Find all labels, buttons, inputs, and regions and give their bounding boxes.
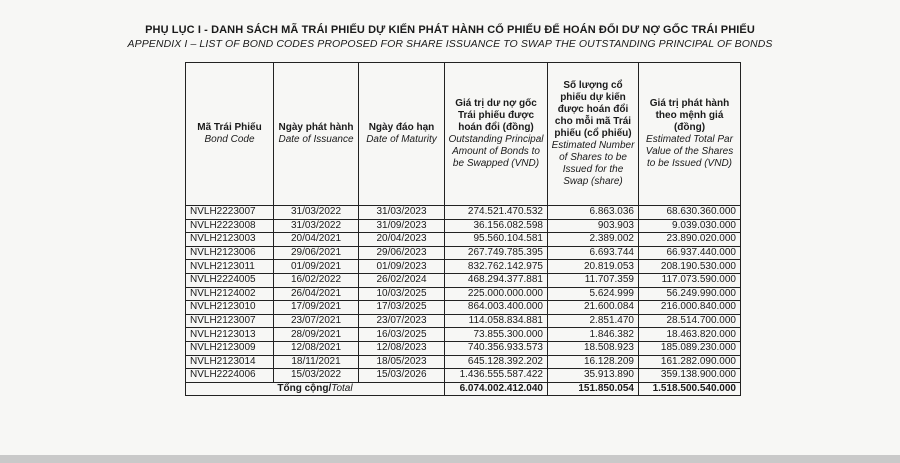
column-header-vi: Ngày đáo hạn [368, 122, 435, 133]
maturity-date-cell: 16/03/2025 [359, 328, 445, 342]
issuance-date-cell: 23/07/2021 [274, 314, 359, 328]
shares-cell: 6.693.744 [548, 246, 639, 260]
column-header-en: Estimated Number of Shares to be Issued for the Swap (share) [551, 140, 635, 187]
principal-cell: 225.000.000.000 [445, 287, 548, 301]
page-title: PHỤ LỤC I - DANH SÁCH MÃ TRÁI PHIẾU DỰ KIẾN PHÁT HÀNH CỔ PHIẾU ĐỂ HOÁN ĐỔI DƯ NỢ GỐC TRÁI PHIẾU [145, 24, 755, 36]
column-header-vi: Mã Trái Phiếu [197, 122, 262, 133]
issuance-date-cell: 12/08/2021 [274, 341, 359, 355]
bond-code-cell: NVLH2123010 [186, 301, 274, 315]
principal-cell: 740.356.933.573 [445, 341, 548, 355]
table-body [186, 206, 741, 383]
column-header-bond-code [186, 63, 274, 206]
par-value-cell: 23.890.020.000 [639, 233, 741, 247]
table-header-row [186, 63, 741, 206]
par-value-cell: 66.937.440.000 [639, 246, 741, 260]
table-row [186, 219, 741, 233]
total-principal: 6.074.002.412.040 [445, 382, 548, 396]
shares-cell: 20.819.053 [548, 260, 639, 274]
maturity-date-cell: 10/03/2025 [359, 287, 445, 301]
issuance-date-cell: 15/03/2022 [274, 369, 359, 383]
par-value-cell: 28.514.700.000 [639, 314, 741, 328]
issuance-date-cell: 18/11/2021 [274, 355, 359, 369]
principal-cell: 114.058.834.881 [445, 314, 548, 328]
bond-code-cell: NVLH2123013 [186, 328, 274, 342]
maturity-date-cell: 31/03/2023 [359, 206, 445, 220]
par-value-cell: 208.190.530.000 [639, 260, 741, 274]
page-edge [0, 455, 900, 463]
shares-cell: 2.389.002 [548, 233, 639, 247]
table-row [186, 273, 741, 287]
table-row [186, 314, 741, 328]
bond-code-cell: NVLH2123014 [186, 355, 274, 369]
shares-cell: 35.913.890 [548, 369, 639, 383]
page-subtitle: APPENDIX I – LIST OF BOND CODES PROPOSED FOR SHARE ISSUANCE TO SWAP THE OUTSTANDING PRINCIPAL OF BONDS [127, 38, 773, 50]
bond-code-cell: NVLH2224005 [186, 273, 274, 287]
principal-cell: 73.855.300.000 [445, 328, 548, 342]
column-header-en: Date of Maturity [366, 134, 437, 145]
bond-code-cell: NVLH2123003 [186, 233, 274, 247]
par-value-cell: 161.282.090.000 [639, 355, 741, 369]
par-value-cell: 359.138.900.000 [639, 369, 741, 383]
shares-cell: 6.863.036 [548, 206, 639, 220]
maturity-date-cell: 31/09/2023 [359, 219, 445, 233]
principal-cell: 95.560.104.581 [445, 233, 548, 247]
maturity-date-cell: 20/04/2023 [359, 233, 445, 247]
bond-code-cell: NVLH2123009 [186, 341, 274, 355]
shares-cell: 1.846.382 [548, 328, 639, 342]
total-label: Tổng cộng/Total [186, 382, 445, 396]
total-row [186, 382, 741, 396]
column-header-vi: Giá trị phát hành theo mệnh giá (đồng) [649, 98, 730, 133]
issuance-date-cell: 01/09/2021 [274, 260, 359, 274]
column-header-shares [548, 63, 639, 206]
issuance-date-cell: 26/04/2021 [274, 287, 359, 301]
table-row [186, 328, 741, 342]
shares-cell: 18.508.923 [548, 341, 639, 355]
principal-cell: 274.521.470.532 [445, 206, 548, 220]
column-header-en: Estimated Total Par Value of the Shares to be Issued (VND) [645, 134, 734, 169]
table-row [186, 369, 741, 383]
column-header-en: Date of Issuance [278, 134, 354, 145]
bond-code-cell: NVLH2223007 [186, 206, 274, 220]
table-row [186, 233, 741, 247]
column-header-maturity-date [359, 63, 445, 206]
issuance-date-cell: 31/03/2022 [274, 206, 359, 220]
bond-code-cell: NVLH2123007 [186, 314, 274, 328]
table-row [186, 287, 741, 301]
bond-code-cell: NVLH2123006 [186, 246, 274, 260]
table-row [186, 246, 741, 260]
principal-cell: 267.749.785.395 [445, 246, 548, 260]
column-header-en: Bond Code [204, 134, 255, 145]
par-value-cell: 216.000.840.000 [639, 301, 741, 315]
maturity-date-cell: 15/03/2026 [359, 369, 445, 383]
bond-code-cell: NVLH2223008 [186, 219, 274, 233]
table-row [186, 260, 741, 274]
issuance-date-cell: 28/09/2021 [274, 328, 359, 342]
column-header-vi: Số lượng cổ phiếu dự kiến được hoán đổi cho mỗi mã Trái phiếu (cổ phiếu) [554, 80, 632, 139]
shares-cell: 11.707.359 [548, 273, 639, 287]
total-label-vi: Tổng cộng [277, 383, 329, 395]
principal-cell: 832.762.142.975 [445, 260, 548, 274]
total-par-value: 1.518.500.540.000 [639, 382, 741, 396]
shares-cell: 903.903 [548, 219, 639, 233]
column-header-en: Outstanding Principal Amount of Bonds to be Swapped (VND) [448, 134, 544, 169]
issuance-date-cell: 16/02/2022 [274, 273, 359, 287]
table-row [186, 355, 741, 369]
par-value-cell: 18.463.820.000 [639, 328, 741, 342]
issuance-date-cell: 17/09/2021 [274, 301, 359, 315]
bond-table [185, 62, 741, 396]
shares-cell: 21.600.084 [548, 301, 639, 315]
column-header-vi: Giá trị dư nợ gốc Trái phiếu được hoán đổi (đồng) [455, 98, 537, 133]
maturity-date-cell: 01/09/2023 [359, 260, 445, 274]
issuance-date-cell: 29/06/2021 [274, 246, 359, 260]
table-row [186, 301, 741, 315]
principal-cell: 1.436.555.587.422 [445, 369, 548, 383]
issuance-date-cell: 20/04/2021 [274, 233, 359, 247]
total-label-en: Total [331, 383, 353, 395]
maturity-date-cell: 29/06/2023 [359, 246, 445, 260]
par-value-cell: 9.039.030.000 [639, 219, 741, 233]
bond-code-cell: NVLH2124002 [186, 287, 274, 301]
issuance-date-cell: 31/03/2022 [274, 219, 359, 233]
maturity-date-cell: 12/08/2023 [359, 341, 445, 355]
maturity-date-cell: 23/07/2023 [359, 314, 445, 328]
bond-code-cell: NVLH2123011 [186, 260, 274, 274]
par-value-cell: 117.073.590.000 [639, 273, 741, 287]
maturity-date-cell: 18/05/2023 [359, 355, 445, 369]
par-value-cell: 56.249.990.000 [639, 287, 741, 301]
principal-cell: 468.294.377.881 [445, 273, 548, 287]
shares-cell: 16.128.209 [548, 355, 639, 369]
table-row [186, 341, 741, 355]
column-header-par-value [639, 63, 741, 206]
column-header-principal [445, 63, 548, 206]
principal-cell: 645.128.392.202 [445, 355, 548, 369]
bond-code-cell: NVLH2224006 [186, 369, 274, 383]
total-shares: 151.850.054 [548, 382, 639, 396]
table-row [186, 206, 741, 220]
par-value-cell: 68.630.360.000 [639, 206, 741, 220]
column-header-issuance-date [274, 63, 359, 206]
maturity-date-cell: 17/03/2025 [359, 301, 445, 315]
shares-cell: 2.851.470 [548, 314, 639, 328]
shares-cell: 5.624.999 [548, 287, 639, 301]
maturity-date-cell: 26/02/2024 [359, 273, 445, 287]
column-header-vi: Ngày phát hành [278, 122, 354, 133]
principal-cell: 864.003.400.000 [445, 301, 548, 315]
par-value-cell: 185.089.230.000 [639, 341, 741, 355]
principal-cell: 36.156.082.598 [445, 219, 548, 233]
